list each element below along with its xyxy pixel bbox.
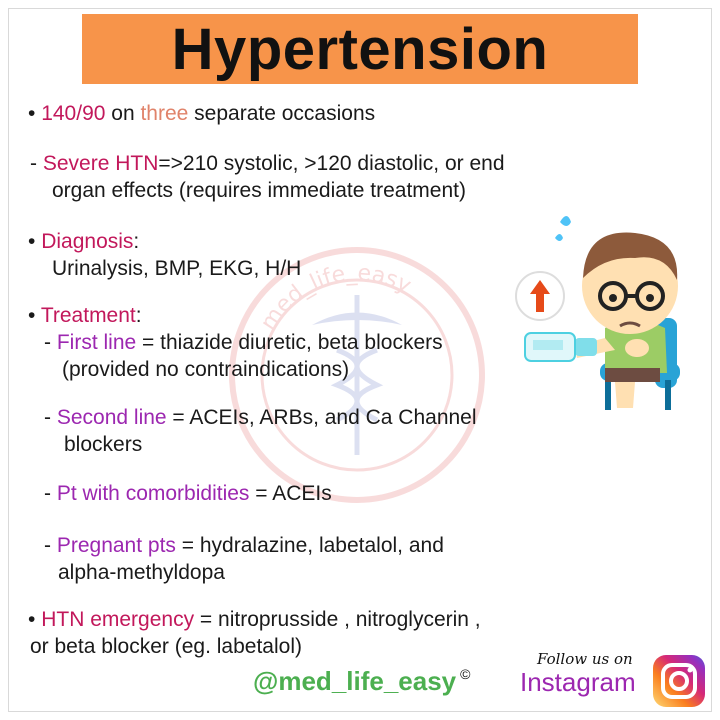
pregnant-term: Pregnant pts: [56, 534, 176, 557]
emergency-term: HTN emergency: [41, 608, 195, 631]
bullet-mark: •: [28, 102, 36, 125]
second-line-row: [44, 404, 477, 431]
bullet-mark: •: [28, 304, 36, 327]
dash-mark: -: [30, 152, 37, 175]
bullet-140-90: [28, 100, 375, 127]
three-word: three: [140, 102, 189, 125]
bp-value: 140/90: [41, 102, 106, 125]
severe-htn-line2: organ effects (requires immediate treatment): [52, 179, 466, 202]
copyright-mark: ©: [460, 666, 471, 682]
first-line-term: First line: [56, 331, 137, 354]
bullet-mark: •: [28, 608, 36, 631]
doctor-illustration-icon: [505, 208, 705, 413]
second-line-cont: blockers: [64, 433, 143, 456]
dash-mark: -: [44, 406, 51, 429]
diagnosis-heading: [28, 228, 139, 255]
severe-htn-term: Severe HTN: [42, 152, 159, 175]
comorbidities-term: Pt with comorbidities: [56, 482, 250, 505]
dash-mark: -: [44, 482, 51, 505]
first-line-row: [44, 329, 443, 356]
page-title: Hypertension: [171, 17, 549, 82]
bp-rest: separate occasions: [188, 102, 376, 125]
handle-text: @med_life_easy: [253, 666, 457, 696]
pregnant-text: = hydralazine, labetalol, and: [175, 534, 444, 557]
pregnant-cont: alpha-methyldopa: [58, 561, 225, 584]
watermark-text: med_life_easy: [255, 260, 416, 335]
emergency-cont: or beta blocker (eg. labetalol): [30, 635, 302, 658]
severe-htn-text: =>210 systolic, >120 diastolic, or end: [158, 152, 505, 175]
follow-us-text: Follow us on: [537, 650, 633, 668]
emergency-row: [28, 606, 481, 633]
dash-mark: -: [44, 534, 51, 557]
second-line-text: = ACEIs, ARBs, and Ca Channel: [166, 406, 477, 429]
diagnosis-colon: :: [133, 230, 140, 253]
pregnant-row: [44, 532, 444, 559]
first-line-text: = thiazide diuretic, beta blockers: [136, 331, 443, 354]
treatment-colon: :: [135, 304, 142, 327]
diagnosis-text: Urinalysis, BMP, EKG, H/H: [52, 257, 302, 280]
diagnosis-term: Diagnosis: [41, 230, 134, 253]
bullet-mark: •: [28, 230, 36, 253]
comorbidities-text: = ACEIs: [249, 482, 332, 505]
instagram-icon: [652, 654, 706, 708]
first-line-note: (provided no contraindications): [62, 358, 350, 381]
treatment-heading: [28, 302, 142, 329]
comorbidities-row: [44, 480, 332, 507]
treatment-term: Treatment: [40, 304, 136, 327]
emergency-text: = nitroprusside , nitroglycerin ,: [194, 608, 481, 631]
instagram-label: Instagram: [520, 667, 636, 697]
dash-mark: -: [44, 331, 51, 354]
footer-handle: [253, 666, 470, 697]
bp-on: on: [105, 102, 141, 125]
severe-htn-line1: [30, 150, 505, 177]
second-line-term: Second line: [56, 406, 167, 429]
